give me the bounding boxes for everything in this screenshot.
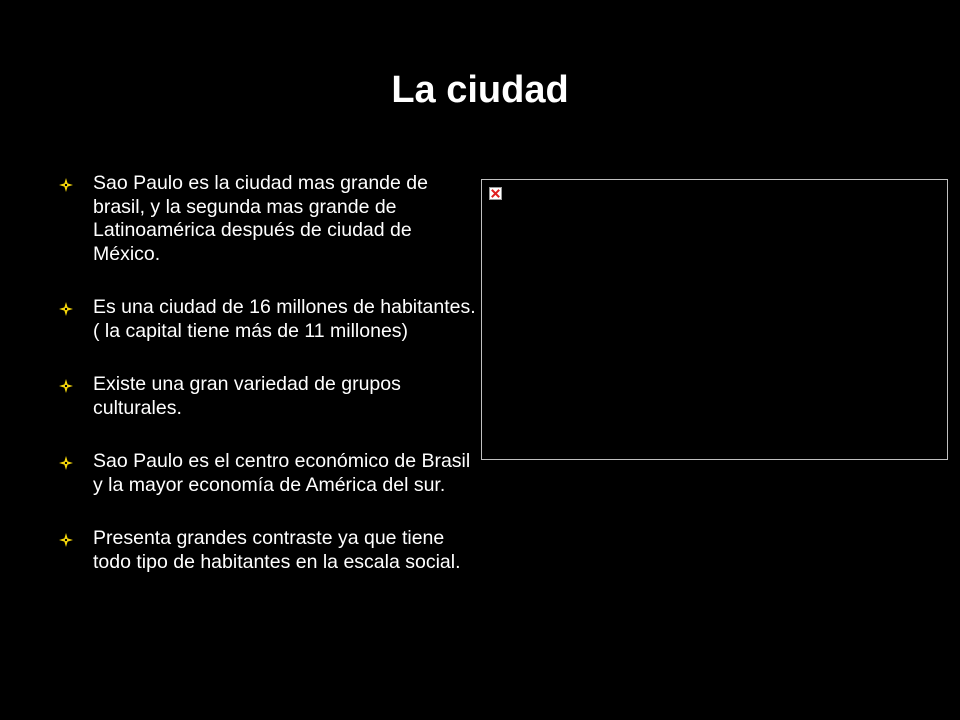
diamond-star-icon: [58, 455, 74, 471]
bullet-text: Existe una gran variedad de grupos culturales.: [93, 373, 401, 419]
diamond-star-icon: [58, 177, 74, 193]
slide-title: La ciudad: [391, 69, 569, 111]
bullet-item: [58, 527, 478, 574]
bullet-text: Sao Paulo es el centro económico de Brasil y la mayor economía de América del sur.: [93, 450, 471, 496]
diamond-star-icon: [58, 532, 74, 548]
bullet-item: [58, 373, 478, 420]
diamond-star-icon: [58, 301, 74, 317]
bullet-item: [58, 450, 478, 497]
broken-x-icon: [490, 188, 501, 199]
bullet-list: [58, 172, 478, 604]
image-placeholder: [481, 179, 948, 460]
bullet-item: [58, 172, 478, 266]
bullet-text: Sao Paulo es la ciudad mas grande de brasil, y la segunda mas grande de Latinoamérica después de ciudad de México.: [93, 172, 428, 265]
broken-image-icon: [489, 187, 502, 200]
diamond-star-icon: [58, 378, 74, 394]
bullet-text: Presenta grandes contraste ya que tiene todo tipo de habitantes en la escala social.: [93, 527, 461, 573]
bullet-item: [58, 296, 478, 343]
bullet-text: Es una ciudad de 16 millones de habitantes.( la capital tiene más de 11 millones): [93, 296, 476, 342]
